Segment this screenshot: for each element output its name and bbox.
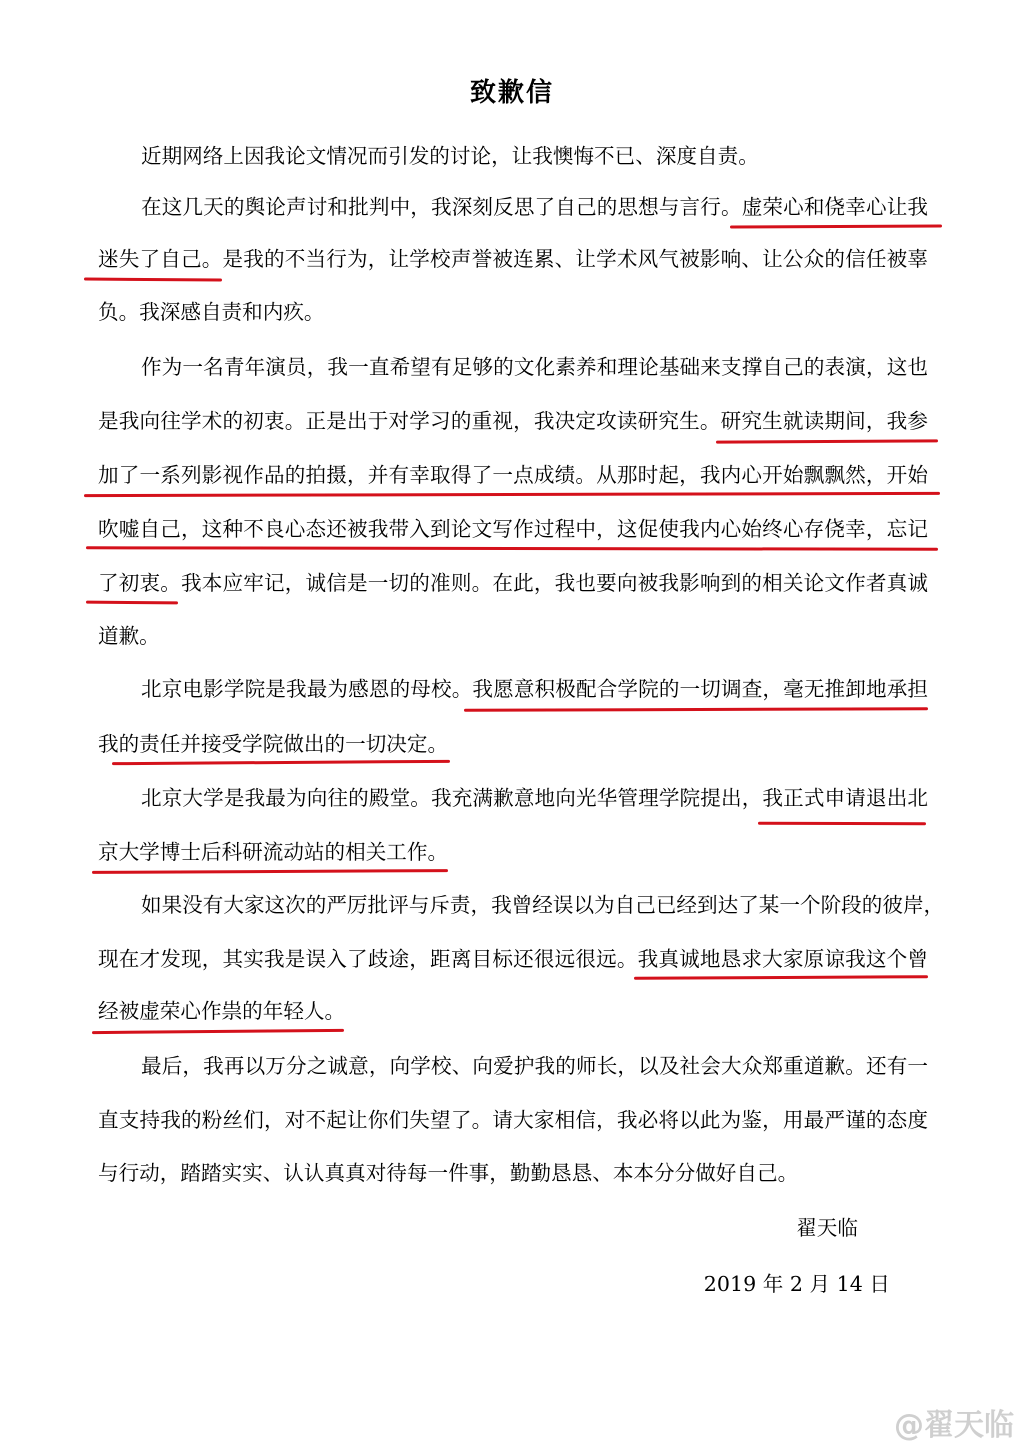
text-line: 最后，我再以万分之诚意，向学校、向爱护我的师长，以及社会大众郑重道歉。还有一 bbox=[141, 1054, 928, 1078]
letter-title: 致歉信 bbox=[469, 78, 554, 108]
red-underline bbox=[716, 439, 938, 443]
text-line: 道歉。 bbox=[98, 624, 160, 648]
text-line: 迷失了自己。是我的不当行为，让学校声誉被连累、让学术风气被影响、让公众的信任被辜 bbox=[98, 247, 928, 271]
text-line: 直支持我的粉丝们，对不起让你们失望了。请大家相信，我必将以此为鉴，用最严谨的态度 bbox=[98, 1108, 928, 1132]
text-line: 如果没有大家这次的严厉批评与斥责，我曾经误以为自己已经到达了某一个阶段的彼岸， bbox=[141, 893, 945, 917]
letter-date: 2019 年 2 月 14 日 bbox=[703, 1272, 890, 1296]
text-line: 北京电影学院是我最为感恩的母校。我愿意积极配合学院的一切调查，毫无推卸地承担 bbox=[141, 677, 928, 701]
text-line: 作为一名青年演员，我一直希望有足够的文化素养和理论基础来支撑自己的表演，这也 bbox=[141, 355, 928, 379]
text-line: 吹嘘自己，这种不良心态还被我带入到论文写作过程中，这促使我内心始终心存侥幸，忘记 bbox=[98, 517, 928, 541]
red-underline bbox=[84, 278, 222, 282]
text-line: 京大学博士后科研流动站的相关工作。 bbox=[98, 840, 449, 864]
text-line: 近期网络上因我论文情况而引发的讨论，让我懊悔不已、深度自责。 bbox=[141, 144, 759, 168]
red-underline bbox=[92, 1029, 344, 1034]
text-line: 经被虚荣心作祟的年轻人。 bbox=[98, 999, 346, 1023]
text-line: 了初衷。我本应牢记，诚信是一切的准则。在此，我也要向被我影响到的相关论文作者真诚 bbox=[98, 571, 928, 595]
text-line: 我的责任并接受学院做出的一切决定。 bbox=[98, 732, 449, 756]
weibo-watermark: @翟天临 bbox=[894, 1408, 1014, 1443]
text-line: 与行动，踏踏实实、认认真真对待每一件事，勤勤恳恳、本本分分做好自己。 bbox=[98, 1161, 799, 1185]
text-line: 现在才发现，其实我是误入了歧途，距离目标还很远很远。我真诚地恳求大家原谅我这个曾 bbox=[98, 947, 928, 971]
text-line: 在这几天的舆论声讨和批判中，我深刻反思了自己的思想与言行。虚荣心和侥幸心让我 bbox=[141, 195, 928, 219]
text-line: 加了一系列影视作品的拍摄，并有幸取得了一点成绩。从那时起，我内心开始飘飘然，开始 bbox=[98, 463, 928, 487]
text-line: 是我向往学术的初衷。正是出于对学习的重视，我决定攻读研究生。研究生就读期间，我参 bbox=[98, 409, 928, 433]
text-line: 负。我深感自责和内疚。 bbox=[98, 300, 325, 324]
red-underline bbox=[634, 975, 928, 980]
red-underline bbox=[464, 707, 928, 712]
red-underline bbox=[86, 546, 938, 550]
red-underline bbox=[758, 822, 926, 826]
signature: 翟天临 bbox=[796, 1216, 858, 1240]
red-underline bbox=[86, 601, 178, 605]
red-underline bbox=[84, 492, 940, 497]
red-underline bbox=[92, 869, 448, 874]
red-underline bbox=[730, 224, 942, 228]
text-line: 北京大学是我最为向往的殿堂。我充满歉意地向光华管理学院提出，我正式申请退出北 bbox=[141, 786, 928, 810]
red-underline bbox=[112, 760, 450, 765]
